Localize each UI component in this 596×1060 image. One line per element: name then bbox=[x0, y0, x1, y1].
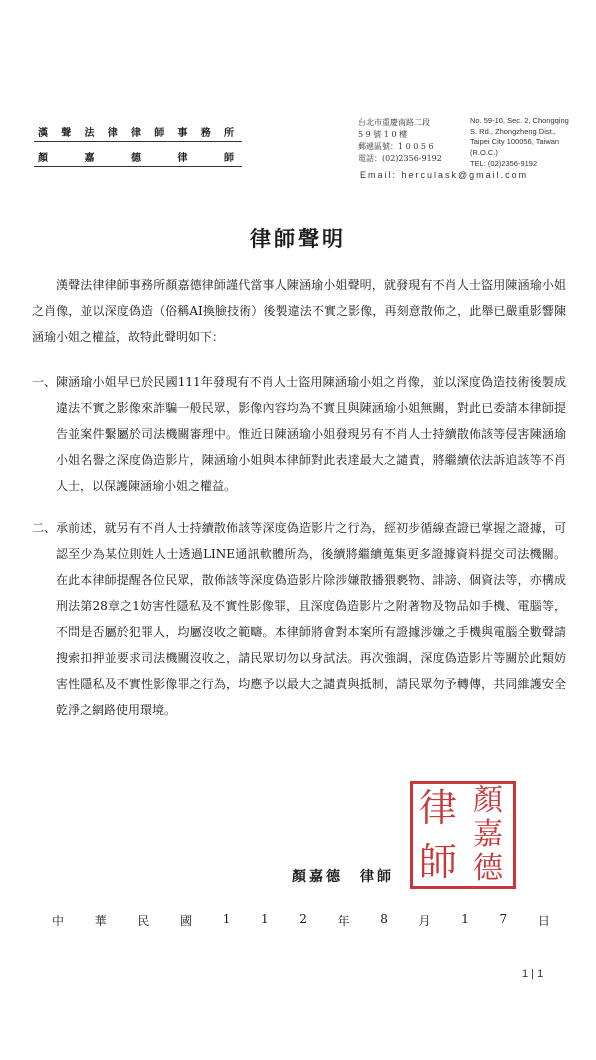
date-char: 月 bbox=[418, 914, 431, 928]
date-char: 8 bbox=[380, 912, 388, 926]
lawyer-seal bbox=[410, 781, 516, 889]
intro-paragraph: 漢聲法律律師事務所顏嘉德律師謹代當事人陳涵瑜小姐聲明，就發現有不肖人士盜用陳涵瑜小姐之肖像，並以深度偽造（俗稱AI換臉技術）後製違法不實之影像，再刻意散佈之，此舉已嚴重影響陳涵瑜小姐之權益，故特此聲明如下： bbox=[32, 278, 566, 344]
date-char: 2 bbox=[299, 912, 307, 926]
date-char: 1 bbox=[260, 912, 269, 926]
firm-name-char: 聲 bbox=[61, 128, 72, 139]
date-char: 年 bbox=[337, 914, 350, 928]
firm-name-char: 事 bbox=[177, 128, 188, 139]
lawyer-name-char: 顏 bbox=[38, 153, 48, 164]
lawyer-name-char: 德 bbox=[131, 153, 141, 164]
signature: 顏嘉德 律師 bbox=[292, 869, 394, 885]
date-char: 中 bbox=[52, 914, 65, 928]
lawyer-name-char: 嘉 bbox=[84, 153, 95, 164]
date-char: 日 bbox=[537, 914, 550, 928]
seal-char: 嘉 bbox=[473, 817, 503, 852]
firm-name-char: 律 bbox=[131, 128, 141, 139]
email: Email: herculask@gmail.com bbox=[360, 170, 529, 180]
address-english: No. 59-10, Sec. 2, Chongqing S. Rd., Zhongzheng Dist., Taipei City 100056, Taiwan (R.O.C.) TEL: (02)2356-9192 bbox=[470, 116, 569, 168]
firm-name-char: 所 bbox=[224, 128, 234, 139]
firm-name-char: 師 bbox=[154, 128, 165, 139]
firm-name-char: 法 bbox=[84, 128, 95, 139]
header-divider bbox=[34, 141, 242, 142]
date-char: 1 bbox=[222, 912, 231, 926]
seal-char: 德 bbox=[473, 851, 503, 886]
header-divider-bottom bbox=[34, 166, 242, 167]
page-number: 1 | 1 bbox=[522, 968, 544, 980]
item-number: 二、 bbox=[32, 521, 57, 535]
page-title: 律師聲明 bbox=[250, 226, 346, 251]
date-char: 華 bbox=[94, 914, 107, 928]
firm-name bbox=[38, 124, 234, 139]
lawyer-name-char: 律 bbox=[177, 153, 188, 164]
item-text: 承前述，就另有不肖人士持續散佈該等深度偽造影片之行為，經初步循線查證已掌握之證據，可認至少為某位則姓人士透過LINE通訊軟體所為，後續將繼續蒐集更多證據資料提交司法機關。在此本律師提醒各位民眾，散佈該等深度偽造影片除涉嫌散播猥褻物、誹謗、個資法等，亦構成刑法第28章之1妨害性隱私及不實性影像罪，且深度偽造影片之附著物及物品如手機、電腦等，不問是否屬於犯罪人，均屬沒收之範疇。本律師將會對本案所有證據涉嫌之手機與電腦全數聲請搜索扣押並要求司法機關沒收之，請民眾切勿以身試法。再次強調，深度偽造影片等關於此類妨害性隱私及不實性影像罪之行為，均應予以最大之譴責與抵制，請民眾勿予轉傳，共同維護安全乾淨之網路使用環境。 bbox=[56, 521, 566, 717]
firm-name-char: 律 bbox=[107, 128, 118, 139]
date-char: 7 bbox=[499, 912, 508, 926]
item-text: 陳涵瑜小姐早已於民國111年發現有不肖人士盜用陳涵瑜小姐之肖像，並以深度偽造技術後製成違法不實之影像來詐騙一般民眾，影像內容均為不實且與陳涵瑜小姐無關，對此已委請本律師提告並案件繫屬於司法機關審理中。惟近日陳涵瑜小姐發現另有不肖人士持續散佈該等侵害陳涵瑜小姐名譽之深度偽造影片，陳涵瑜小姐與本律師對此表達最大之譴責，將繼續依法訴追該等不肖人士，以保護陳涵瑜小姐之權益。 bbox=[56, 375, 566, 493]
date-char: 1 bbox=[461, 912, 469, 926]
seal-char: 顏 bbox=[473, 783, 503, 818]
lawyer-name-header bbox=[38, 149, 234, 164]
date-char: 民 bbox=[137, 914, 150, 928]
item-number: 一、 bbox=[32, 375, 57, 389]
date-char: 國 bbox=[180, 914, 193, 928]
seal-left-column: 律 師 bbox=[418, 786, 457, 884]
address-chinese: 台北市重慶南路二段 5 9 號 1 0 樓 郵遞區號：1 0 0 5 6 電話：(02)2356-9192 bbox=[358, 118, 442, 163]
date-line bbox=[52, 912, 550, 929]
firm-name-char: 漢 bbox=[38, 128, 48, 139]
lawyer-name-char: 師 bbox=[224, 153, 234, 164]
firm-name-char: 務 bbox=[200, 128, 211, 139]
